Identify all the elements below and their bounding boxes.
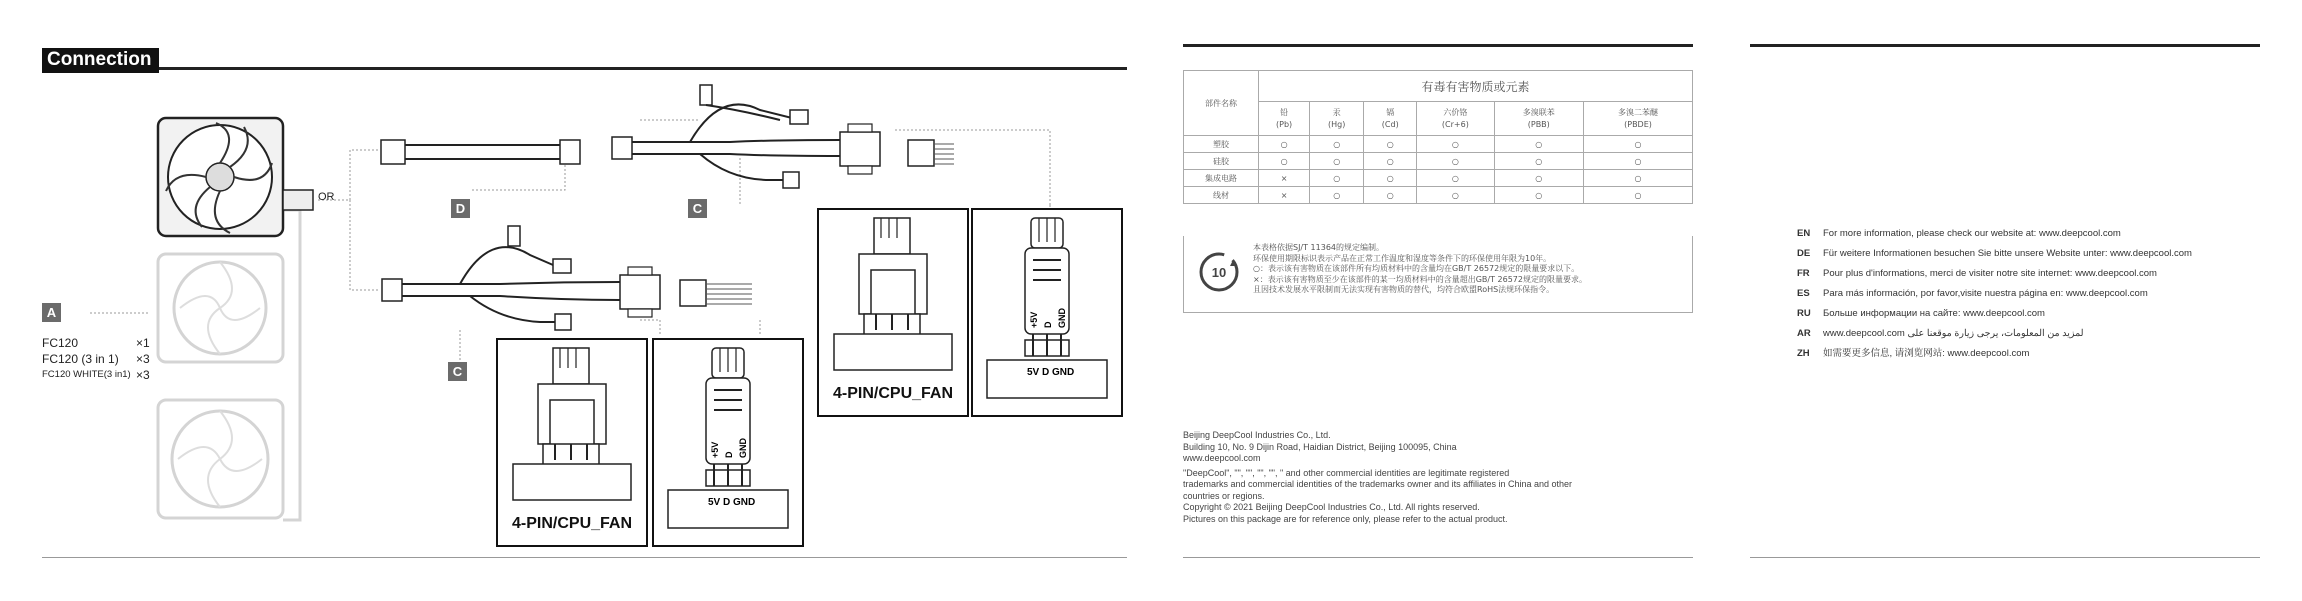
badge-a: A [42, 303, 61, 322]
argb-plug-illustration [973, 210, 1121, 410]
argb-header-diagram-lower [652, 338, 804, 547]
website-link[interactable]: www.deepcool.com [1183, 453, 1261, 463]
column-header: 铅 (Pb) [1259, 102, 1310, 136]
pin-5v-label-lower: +5V [710, 441, 720, 458]
svg-text:10: 10 [1211, 265, 1227, 280]
pin-d-label: D [1043, 321, 1053, 328]
or-label: OR [318, 191, 335, 203]
pin-gnd-label: GND [1057, 308, 1067, 328]
product-qty: ×3 [136, 352, 150, 366]
fan-header-illustration [819, 210, 967, 380]
table-row: 集成电路 × ○ ○ ○ ○ ○ [1184, 170, 1693, 187]
eco-period-icon [1197, 250, 1241, 294]
column-header: 多溴二苯醚 (PBDE) [1584, 102, 1693, 136]
language-line: ES Para más información, por favor,visite nuestra página en: www.deepcool.com [1797, 288, 2148, 299]
badge-c-bottom: C [448, 362, 467, 381]
column-header: 汞 (Hg) [1310, 102, 1364, 136]
part-name-header: 部件名称 [1184, 71, 1259, 136]
argb-header-diagram [971, 208, 1123, 417]
column-header: 六价铬 (Cr+6) [1417, 102, 1494, 136]
language-line: DE Für weitere Informationen besuchen Sie bitte unsere Website unter: www.deepcool.com [1797, 248, 2192, 259]
language-line: EN For more information, please check our website at: www.deepcool.com [1797, 228, 2121, 239]
cpu-fan-label-lower: 4-PIN/CPU_FAN [512, 515, 633, 532]
pin-5v-label: +5V [1029, 311, 1039, 328]
table-title: 有毒有害物质或元素 [1259, 71, 1693, 102]
product-qty: ×3 [136, 368, 150, 382]
language-line: RU Больше информации на сайте: www.deepcool.com [1797, 308, 2045, 319]
product-name: FC120 [42, 336, 79, 350]
pins-bottom-label-lower: 5V D GND [708, 497, 756, 508]
language-line: FR Pour plus d'informations, merci de visiter notre site internet: www.deepcool.com [1797, 268, 2157, 279]
pin-d-label-lower: D [724, 451, 734, 458]
table-row: 线材 × ○ ○ ○ ○ ○ [1184, 187, 1693, 204]
pin-gnd-label-lower: GND [738, 438, 748, 458]
rule-top-middle [1183, 44, 1693, 47]
argb-plug-illustration-lower [654, 340, 802, 540]
table-row: 塑胶 ○ ○ ○ ○ ○ ○ [1184, 136, 1693, 153]
cpu-fan-label: 4-PIN/CPU_FAN [833, 385, 954, 402]
table-row: 硅胶 ○ ○ ○ ○ ○ ○ [1184, 153, 1693, 170]
product-qty: ×1 [136, 336, 150, 350]
product-name: FC120 (3 in 1) [42, 352, 119, 366]
rule-top-right [1750, 44, 2260, 47]
product-name: FC120 WHITE(3 in1) [42, 369, 131, 380]
badge-d: D [451, 199, 470, 218]
hazardous-substances-table [1183, 70, 1693, 204]
fan-header-diagram-lower [496, 338, 648, 547]
fan-header-illustration-lower [498, 340, 646, 510]
language-line: ZH 如需要更多信息, 请浏览网站: www.deepcool.com [1797, 348, 2030, 359]
rohs-notes: 本表格依据SJ/T 11364的规定编制。 环保使用期限标识表示产品在正常工作温度和湿度等条件下的环保使用年限为10年。 ○：表示该有害物质在该部件所有均质材料中的含量均在GB/T 26572规定的限量要求以下。 ×：表示该有害物质至少在该部件的某一均质材料中的含量超出GB/T 26572规定的限量要求。 且因技术发展水平限制而无法实现有害物质的替代，均符合欧盟RoHS法规环保指令。 [1253, 243, 1587, 294]
rule-bottom-right [1750, 557, 2260, 558]
column-header: 镉 (Cd) [1364, 102, 1417, 136]
badge-c-top: C [688, 199, 707, 218]
section-title: Connection [42, 48, 159, 73]
pins-bottom-label: 5V D GND [1027, 367, 1075, 378]
column-header: 多溴联苯 (PBB) [1494, 102, 1584, 136]
rule-bottom-middle [1183, 557, 1693, 558]
fan-header-diagram [817, 208, 969, 417]
language-line: AR www.deepcool.com لمزيد من المعلومات، يرجى زيارة موقعنا على [1797, 328, 2084, 339]
company-info: Beijing DeepCool Industries Co., Ltd. Building 10, No. 9 Dijin Road, Haidian District, Beijing 100095, China www.deepcool.com "DeepCool", "", "", "", "", " and other commercial identities are legitimate registered trademarks and commercial identities of the trademarks owner and its affiliates in China and other countries or regions. Copyright © 2021 Beijing DeepCool Industries Co., Ltd. All rights reserved. Pictures on this package are for reference only, please refer to the actual product. [1183, 430, 1663, 525]
